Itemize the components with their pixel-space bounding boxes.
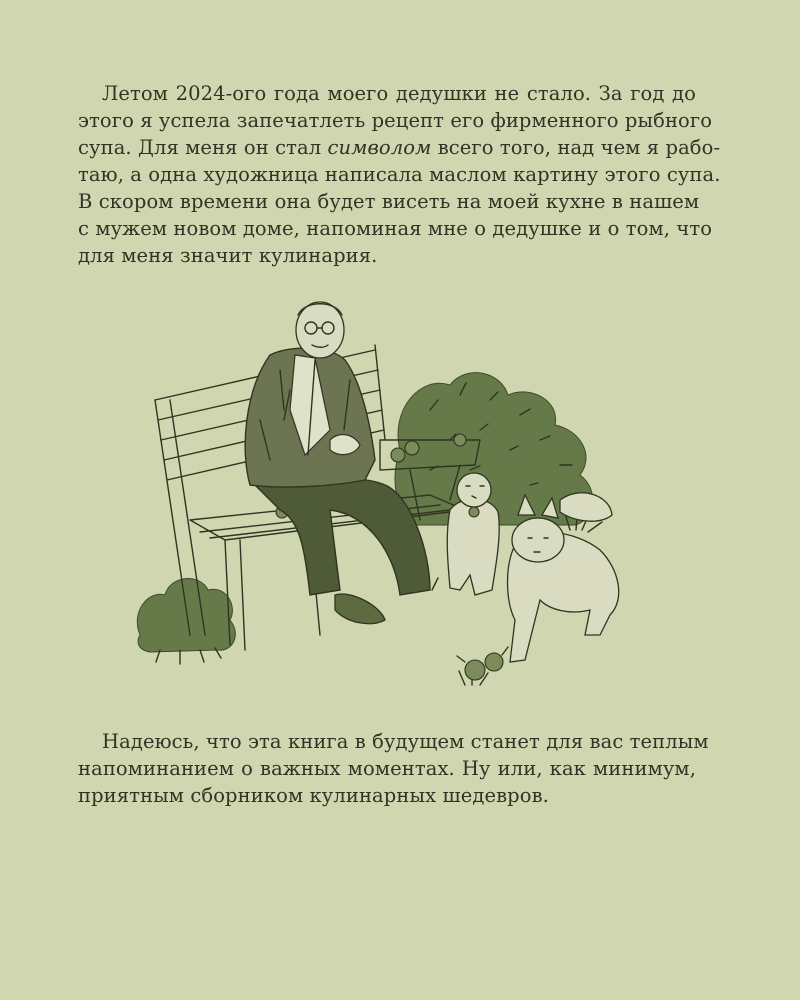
text-line: таю, а одна художница написала маслом картину этого супа. [78, 163, 721, 186]
fallen-apples [457, 647, 508, 680]
emphasized-word: символом [327, 136, 432, 159]
text-line: В скором времени она будет висеть на моей кухне в нашем [78, 190, 700, 213]
text-fragment: супа. Для меня он стал [78, 136, 328, 159]
text-line-content: Летом 2024-ого года моего дедушки не стало. За год до [102, 82, 696, 105]
text-line: для меня значит кулинария. [78, 244, 378, 267]
bush-left [137, 579, 235, 664]
text-line: с мужем новом доме, напоминая мне о дедушке и о том, что [78, 217, 713, 240]
closing-paragraph [78, 728, 709, 809]
text-line: этого я успела запечатлеть рецепт его фирменного рыбного [78, 109, 713, 132]
text-line [78, 728, 709, 755]
text-fragment: всего того, над чем я рабо- [431, 136, 721, 159]
text-line-content: Надеюсь, что эта книга в будущем станет для вас теплым [102, 730, 709, 753]
text-line: напоминанием о важных моментах. Ну или, как минимум, [78, 757, 696, 780]
text-line [78, 134, 721, 161]
grandfather-bench-illustration [130, 290, 650, 700]
intro-paragraph [78, 80, 721, 269]
text-line: приятным сборником кулинарных шедевров. [78, 784, 549, 807]
text-line [78, 80, 696, 107]
